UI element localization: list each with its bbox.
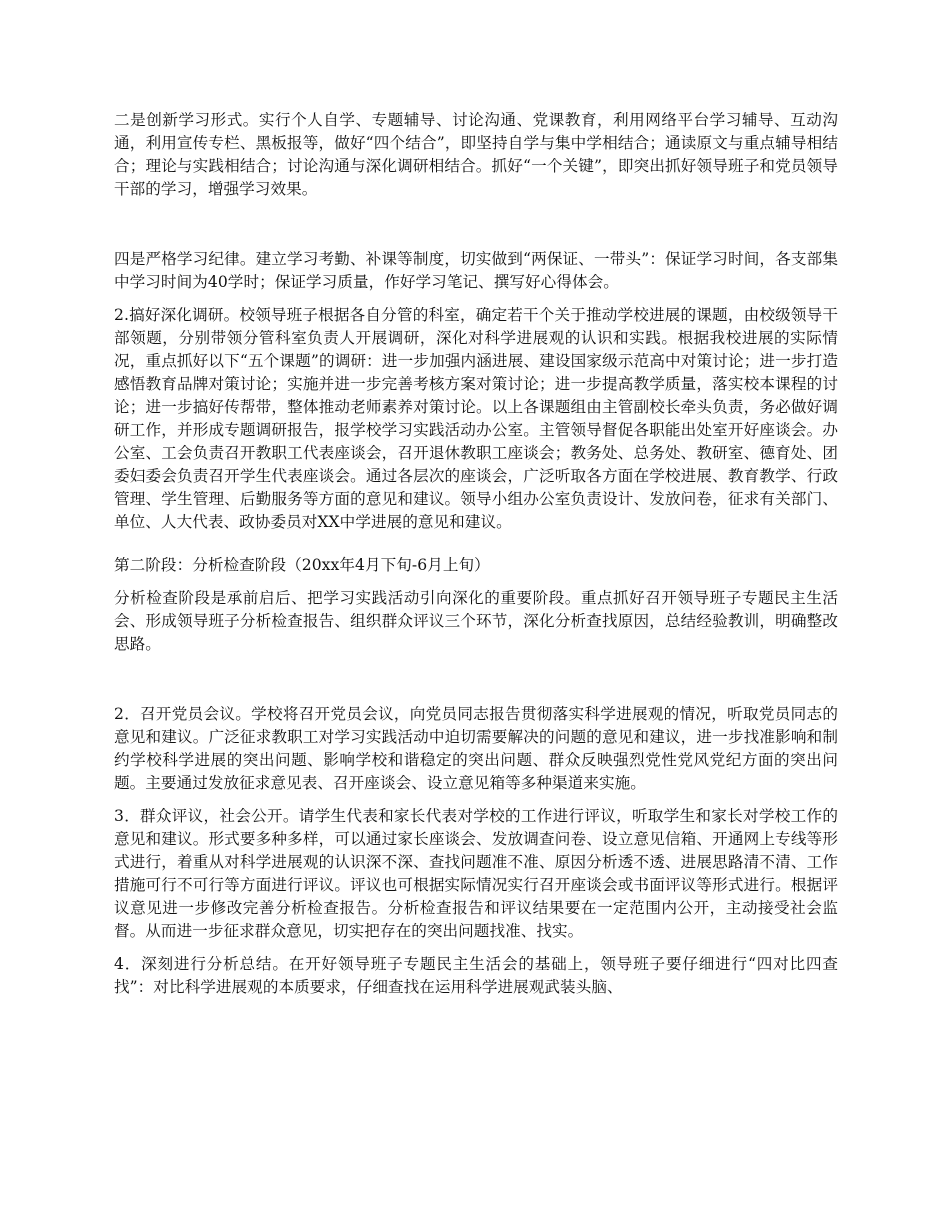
paragraph-spacer bbox=[114, 577, 838, 587]
paragraph-strict-discipline: 四是严格学习纪律。建立学习考勤、补课等制度，切实做到“两保证、一带头”：保证学习时间，各支部集中学习时间为40学时；保证学习质量，作好学习笔记、撰写好心得体会。 bbox=[114, 250, 838, 291]
paragraph-spacer bbox=[114, 534, 838, 554]
paragraph-spacer bbox=[114, 943, 838, 953]
paragraph-innovate-learning-forms: 二是创新学习形式。实行个人自学、专题辅导、讨论沟通、党课教育，利用网络平台学习辅导、互动沟通，利用宣传专栏、黑板报等，做好“四个结合”，即坚持自学与集中学相结合；通读原文与重点辅导相结合；理论与实践相结合；讨论沟通与深化调研相结合。抓好“一个关键”，即突出抓好领导班子和党员领导干部的学习，增强学习效果。 bbox=[114, 111, 838, 198]
paragraph-spacer bbox=[114, 294, 838, 304]
paragraph-in-depth-research: 2.搞好深化调研。校领导班子根据各自分管的科室，确定若干个关于推动学校进展的课题，由校级领导干部领题，分别带领分管科室负责人开展调研，深化对科学进展观的认识和实践。根据我校进展的实际情况，重点抓好以下“五个课题”的调研：进一步加强内涵进展、建设国家级示范高中对策讨论；进一步打造感悟教育品牌对策讨论；实施并进一步完善考核方案对策讨论；进一步提高教学质量，落实校本课程的讨论；进一步搞好传帮带，整体推动老师素养对策讨论。以上各课题组由主管副校长牵头负责，务必做好调研工作，并形成专题调研报告，报学校学习实践活动办公室。主管领导督促各职能出处室开好座谈会。办公室、工会负责召开教职工代表座谈会，召开退休教职工座谈会；教务处、总务处、教研室、德育处、团委妇委会负责召开学生代表座谈会。通过各层次的座谈会，广泛听取各方面在学校进展、教育教学、行政管理、学生管理、后勤服务等方面的意见和建议。领导小组办公室负责设计、发放问卷，征求有关部门、单位、人大代表、政协委员对XX中学进展的意见和建议。 bbox=[114, 306, 838, 531]
paragraph-stage-two-overview: 分析检查阶段是承前启后、把学习实践活动引向深化的重要阶段。重点抓好召开领导班子专题民主生活会、形成领导班子分析检查报告、组织群众评议三个环节，深化分析查找原因，总结经验教训，明确整改思路。 bbox=[114, 589, 838, 653]
paragraph-spacer bbox=[114, 201, 838, 248]
document-body bbox=[114, 109, 838, 999]
paragraph-party-member-meeting: 2．召开党员会议。学校将召开党员会议，向党员同志报告贯彻落实科学进展观的情况，听取党员同志的意见和建议。广泛征求教职工对学习实践活动中迫切需要解决的问题的意见和建议，进一步找准影响和制约学校科学进展的突出问题、影响学校和谐稳定的突出问题、群众反映强烈党性党风党纪方面的突出问题。主要通过发放征求意见表、召开座谈会、设立意见箱等多种渠道来实施。 bbox=[114, 705, 838, 792]
paragraph-spacer bbox=[114, 656, 838, 703]
section-heading-stage-two: 第二阶段：分析检查阶段（20xx年4月下旬-6月上旬） bbox=[114, 556, 490, 574]
paragraph-public-evaluation: 3．群众评议，社会公开。请学生代表和家长代表对学校的工作进行评议，听取学生和家长对学校工作的意见和建议。形式要多种多样，可以通过家长座谈会、发放调查问卷、设立意见信箱、开通网上专线等形式进行，着重从对科学进展观的认识深不深、查找问题准不准、原因分析透不透、进展思路清不清、工作措施可行不可行等方面进行评议。评议也可根据实际情况实行召开座谈会或书面评议等形式进行。根据评议意见进一步修改完善分析检查报告。分析检查报告和评议结果要在一定范围内公开，主动接受社会监督。从而进一步征求群众意见，切实把存在的突出问题找准、找实。 bbox=[114, 807, 838, 940]
paragraph-analysis-summary: 4．深刻进行分析总结。在开好领导班子专题民主生活会的基础上，领导班子要仔细进行“四对比四查找”：对比科学进展观的本质要求，仔细查找在运用科学进展观武装头脑、 bbox=[114, 955, 838, 996]
paragraph-spacer bbox=[114, 795, 838, 805]
